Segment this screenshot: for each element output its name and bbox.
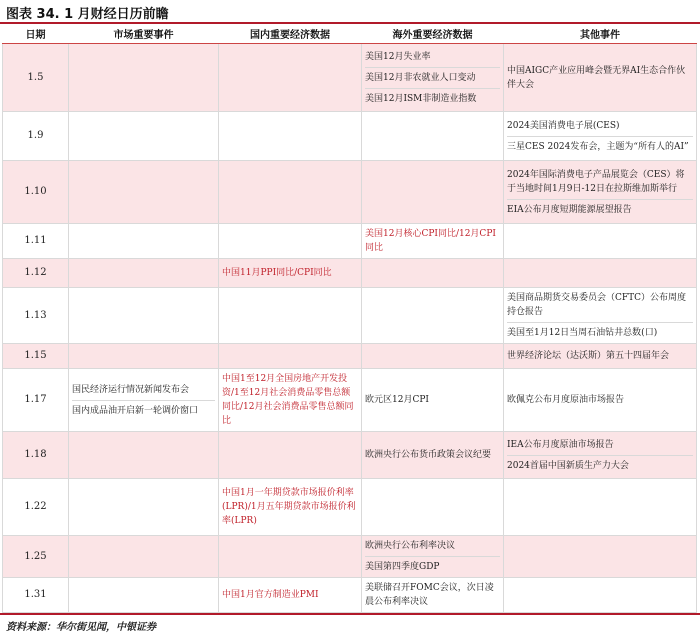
header-market: 市场重要事件 [69,24,219,44]
table-row [3,288,697,344]
other-cell [504,479,697,536]
other-cell [504,344,697,369]
domestic-cell [219,44,362,112]
domestic-cell [219,344,362,369]
market-cell [69,288,219,344]
other-event: 中国AIGC产业应用峰会暨无界AI生态合作伙伴大会 [507,65,686,90]
domestic-event: 中国1至12月全国房地产开发投资/1至12月社会消费品零售总额同比/12月社会消费品零售总额同比 [222,374,354,426]
date-cell: 1.31 [3,578,69,613]
other-cell [504,259,697,288]
date-cell: 1.12 [3,259,69,288]
domestic-cell [219,479,362,536]
table-row [3,479,697,536]
domestic-event: 中国1月官方制造业PMI [222,590,319,600]
other-cell [504,369,697,432]
other-event: EIA公布月度短期能源展望报告 [507,199,693,220]
header-row [3,24,697,44]
market-cell [69,432,219,479]
other-event: 世界经济论坛（达沃斯）第五十四届年会 [507,351,670,361]
other-event: 美国至1月12日当周石油钻井总数(口) [507,322,693,343]
domestic-cell [219,112,362,161]
date-cell: 1.13 [3,288,69,344]
market-cell [69,536,219,578]
overseas-event: 美国第四季度GDP [365,556,500,577]
overseas-event: 欧洲央行公布利率决议 [365,541,456,551]
other-cell [504,578,697,613]
date-cell: 1.10 [3,161,69,224]
domestic-cell [219,161,362,224]
date-cell: 1.25 [3,536,69,578]
overseas-cell [362,578,504,613]
domestic-cell [219,369,362,432]
table-row [3,432,697,479]
overseas-cell [362,369,504,432]
other-cell [504,161,697,224]
overseas-cell [362,112,504,161]
market-cell [69,479,219,536]
calendar-table [2,24,697,613]
table-row [3,536,697,578]
domestic-event: 中国11月PPI同比/CPI同比 [222,268,332,278]
other-event: IEA公布月度原油市场报告 [507,439,614,450]
overseas-event: 美国12月失业率 [365,51,431,62]
overseas-cell [362,479,504,536]
other-event: 2024首届中国新质生产力大会 [507,455,693,476]
header-overseas: 海外重要经济数据 [362,24,504,44]
overseas-cell [362,432,504,479]
market-cell [69,112,219,161]
other-cell [504,112,697,161]
other-event: 三星CES 2024发布会，主题为“所有人的AI” [507,136,693,157]
overseas-event: 美国12月核心CPI同比/12月CPI同比 [365,229,496,253]
market-cell [69,259,219,288]
other-cell [504,224,697,259]
table-row [3,369,697,432]
date-cell: 1.22 [3,479,69,536]
other-cell [504,288,697,344]
overseas-event: 美国12月非农就业人口变动 [365,67,500,88]
date-cell: 1.9 [3,112,69,161]
date-cell: 1.11 [3,224,69,259]
date-cell: 1.18 [3,432,69,479]
overseas-event: 美国12月ISM非制造业指数 [365,88,500,109]
overseas-cell [362,288,504,344]
overseas-event: 欧元区12月CPI [365,395,429,405]
overseas-cell [362,44,504,112]
market-event: 国民经济运行情况新闻发布会 [72,384,190,395]
market-cell [69,369,219,432]
source-note: 资料来源：华尔街见闻，中银证券 [6,622,156,633]
table-row [3,112,697,161]
figure-title: 图表 34. 1 月财经日历前瞻 [6,7,169,22]
overseas-cell [362,259,504,288]
domestic-event: 中国1月一年期贷款市场报价利率(LPR)/1月五年期贷款市场报价利率(LPR) [222,488,356,526]
domestic-cell [219,224,362,259]
header-date: 日期 [3,24,69,44]
date-cell: 1.15 [3,344,69,369]
other-event: 2024美国消费电子展(CES) [507,120,620,131]
table-row [3,224,697,259]
table-row [3,344,697,369]
market-cell [69,44,219,112]
other-event: 2024年国际消费电子产品展览会（CES）将于当地时间1月9日-12日在拉斯维加斯举行 [507,169,685,194]
overseas-cell [362,224,504,259]
bottom-rule [0,613,700,615]
header-other: 其他事件 [504,24,697,44]
domestic-cell [219,259,362,288]
market-event: 国内成品油开启新一轮调价窗口 [72,400,215,421]
domestic-cell [219,578,362,613]
overseas-cell [362,536,504,578]
market-cell [69,224,219,259]
date-cell: 1.17 [3,369,69,432]
other-event: 欧佩克公布月度原油市场报告 [507,395,625,405]
table-row [3,161,697,224]
date-cell: 1.5 [3,44,69,112]
domestic-cell [219,432,362,479]
other-cell [504,44,697,112]
table-row [3,44,697,112]
other-cell [504,536,697,578]
overseas-event: 美联储召开FOMC会议，次日凌晨公布利率决议 [365,583,494,607]
table-row [3,259,697,288]
market-cell [69,578,219,613]
header-domestic: 国内重要经济数据 [219,24,362,44]
other-cell [504,432,697,479]
table-row [3,578,697,613]
overseas-cell [362,161,504,224]
market-cell [69,344,219,369]
market-cell [69,161,219,224]
overseas-event: 欧洲央行公布货币政策会议纪要 [365,450,492,460]
domestic-cell [219,536,362,578]
domestic-cell [219,288,362,344]
other-event: 美国商品期货交易委员会（CFTC）公布周度持仓报告 [507,293,687,317]
overseas-cell [362,344,504,369]
